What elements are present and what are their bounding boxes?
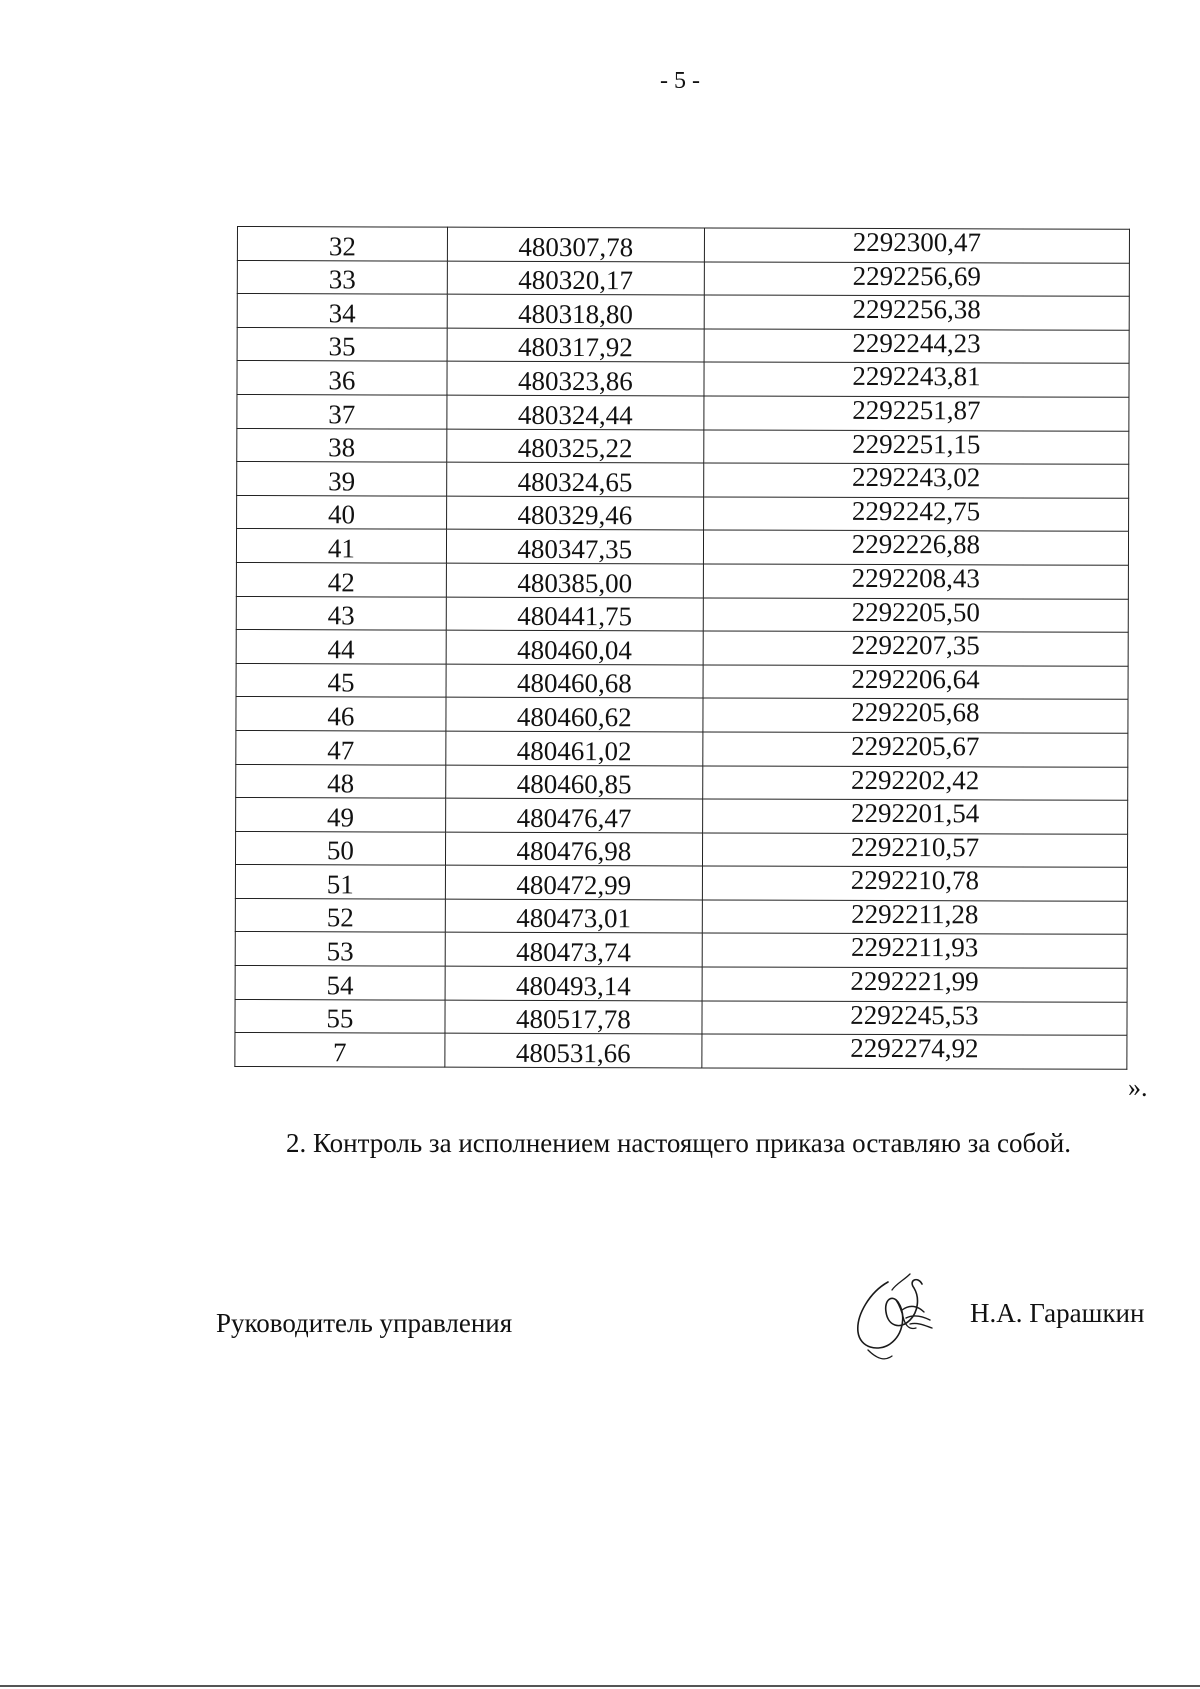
- x-coordinate-cell: 480461,02: [446, 731, 703, 765]
- y-coordinate-cell: 2292205,50: [703, 597, 1128, 632]
- x-coordinate-cell: 480317,92: [447, 328, 704, 362]
- point-number-cell: 37: [237, 394, 447, 428]
- table-row: [235, 898, 1127, 934]
- point-number-cell: 51: [235, 865, 445, 899]
- table-row: [235, 932, 1127, 968]
- table-row: [237, 294, 1129, 330]
- table-row: [235, 865, 1127, 901]
- table-row: [236, 529, 1128, 565]
- x-coordinate-cell: 480460,85: [446, 765, 703, 799]
- y-coordinate-cell: 2292207,35: [703, 631, 1128, 666]
- y-coordinate-cell: 2292242,75: [703, 497, 1128, 532]
- point-number-cell: 45: [236, 663, 446, 697]
- table-row: [236, 562, 1128, 598]
- x-coordinate-cell: 480476,98: [445, 832, 702, 866]
- point-number-cell: 38: [237, 428, 447, 462]
- table-row: [237, 462, 1129, 498]
- y-coordinate-cell: 2292243,02: [704, 463, 1129, 498]
- y-coordinate-cell: 2292245,53: [702, 1001, 1127, 1036]
- x-coordinate-cell: 480460,04: [446, 630, 703, 664]
- table-row: [236, 798, 1128, 834]
- x-coordinate-cell: 480385,00: [446, 563, 703, 597]
- table-row: [237, 394, 1129, 430]
- control-clause: 2. Контроль за исполнением настоящего приказа оставляю за собой.: [286, 1128, 1071, 1158]
- point-number-cell: 55: [235, 999, 445, 1033]
- table-row: [236, 697, 1128, 733]
- point-number-cell: 46: [236, 697, 446, 731]
- y-coordinate-cell: 2292210,78: [702, 866, 1127, 901]
- point-number-cell: 33: [237, 260, 447, 294]
- table-row: [236, 596, 1128, 632]
- point-number-cell: 40: [237, 495, 447, 529]
- coordinates-table: [234, 226, 1130, 1070]
- y-coordinate-cell: 2292210,57: [702, 833, 1127, 868]
- point-number-cell: 50: [235, 831, 445, 865]
- point-number-cell: 54: [235, 966, 445, 1000]
- signer-name: Н.А. Гарашкин: [970, 1298, 1145, 1328]
- x-coordinate-cell: 480460,68: [446, 664, 703, 698]
- y-coordinate-cell: 2292226,88: [703, 530, 1128, 565]
- closing-quote: ».: [1128, 1073, 1148, 1102]
- y-coordinate-cell: 2292211,93: [702, 933, 1127, 968]
- table-row: [236, 630, 1128, 666]
- y-coordinate-cell: 2292202,42: [703, 765, 1128, 800]
- table-row: [235, 999, 1127, 1035]
- point-number-cell: 49: [236, 798, 446, 832]
- x-coordinate-cell: 480324,44: [447, 395, 704, 429]
- point-number-cell: 41: [236, 529, 446, 563]
- y-coordinate-cell: 2292221,99: [702, 967, 1127, 1002]
- y-coordinate-cell: 2292243,81: [704, 362, 1129, 397]
- table-row: [235, 831, 1127, 867]
- x-coordinate-cell: 480517,78: [445, 1000, 702, 1034]
- table-row: [237, 327, 1129, 363]
- y-coordinate-cell: 2292206,64: [703, 665, 1128, 700]
- x-coordinate-cell: 480473,01: [445, 899, 702, 933]
- point-number-cell: 47: [236, 730, 446, 764]
- x-coordinate-cell: 480473,74: [445, 933, 702, 967]
- x-coordinate-cell: 480472,99: [445, 865, 702, 899]
- table-row: [237, 260, 1129, 296]
- y-coordinate-cell: 2292256,38: [704, 295, 1129, 330]
- x-coordinate-cell: 480307,78: [447, 227, 704, 261]
- table-row: [237, 361, 1129, 397]
- y-coordinate-cell: 2292300,47: [704, 228, 1129, 263]
- page-bottom-edge: [0, 1685, 1200, 1687]
- y-coordinate-cell: 2292201,54: [702, 799, 1127, 834]
- x-coordinate-cell: 480476,47: [445, 798, 702, 832]
- y-coordinate-cell: 2292251,87: [704, 396, 1129, 431]
- y-coordinate-cell: 2292251,15: [704, 430, 1129, 465]
- point-number-cell: 35: [237, 327, 447, 361]
- y-coordinate-cell: 2292205,68: [703, 698, 1128, 733]
- point-number-cell: 34: [237, 294, 447, 328]
- signer-position: Руководитель управления: [216, 1308, 513, 1338]
- point-number-cell: 32: [237, 227, 447, 261]
- page-number: - 5 -: [660, 68, 700, 94]
- x-coordinate-cell: 480323,86: [447, 362, 704, 396]
- y-coordinate-cell: 2292205,67: [703, 732, 1128, 767]
- point-number-cell: 43: [236, 596, 446, 630]
- x-coordinate-cell: 480329,46: [446, 496, 703, 530]
- table-row: [236, 663, 1128, 699]
- handwritten-signature: [848, 1270, 948, 1365]
- point-number-cell: 53: [235, 932, 445, 966]
- point-number-cell: 48: [236, 764, 446, 798]
- point-number-cell: 52: [235, 898, 445, 932]
- y-coordinate-cell: 2292256,69: [704, 262, 1129, 297]
- point-number-cell: 42: [236, 562, 446, 596]
- x-coordinate-cell: 480320,17: [447, 261, 704, 295]
- table-row: [235, 966, 1127, 1002]
- point-number-cell: 44: [236, 630, 446, 664]
- y-coordinate-cell: 2292274,92: [702, 1034, 1127, 1069]
- table-row: [237, 495, 1129, 531]
- coordinates-table-body: [235, 227, 1130, 1070]
- table-row: [236, 730, 1128, 766]
- y-coordinate-cell: 2292211,28: [702, 900, 1127, 935]
- point-number-cell: 7: [235, 1033, 445, 1067]
- x-coordinate-cell: 480531,66: [445, 1033, 702, 1067]
- table-row: [237, 428, 1129, 464]
- y-coordinate-cell: 2292244,23: [704, 329, 1129, 364]
- point-number-cell: 36: [237, 361, 447, 395]
- x-coordinate-cell: 480324,65: [446, 462, 703, 496]
- x-coordinate-cell: 480460,62: [446, 697, 703, 731]
- y-coordinate-cell: 2292208,43: [703, 564, 1128, 599]
- point-number-cell: 39: [237, 462, 447, 496]
- table-row: [235, 1033, 1127, 1069]
- x-coordinate-cell: 480493,14: [445, 966, 702, 1000]
- x-coordinate-cell: 480325,22: [447, 429, 704, 463]
- table-row: [237, 227, 1129, 263]
- x-coordinate-cell: 480347,35: [446, 530, 703, 564]
- x-coordinate-cell: 480318,80: [447, 294, 704, 328]
- table-row: [236, 764, 1128, 800]
- x-coordinate-cell: 480441,75: [446, 597, 703, 631]
